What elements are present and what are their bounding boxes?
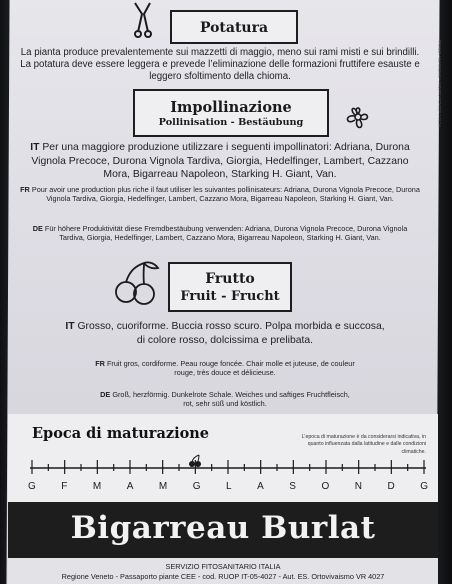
frutto-it (60, 320, 390, 347)
month-labels (28, 481, 428, 495)
month-label: A (126, 481, 134, 492)
month-label: D (387, 481, 395, 492)
impollinazione-title: Impollinazione (170, 99, 292, 116)
impollinazione-de-text: Für höhere Produktivität diese Fremdbestäubung verwenden: Adriana, Durona Vignola Precoce, Durona Vignola Tardiva, Giorgia, Hedelfinger, Lambert, Cazzano Mora, Bigarreau Napoleon, Starking H. Giant, Van. (44, 224, 408, 243)
month-label: L (226, 481, 232, 492)
impollinazione-it-text: Per una maggiore produzione utilizzare i seguenti impollinatori: Adriana, Durona Vignola Precoce, Durona Vignola Tardiva, Giorgia, Hedelfinger, Lambert, Cazzano Mora, Bigarreau Napoleon, Starking H. Giant, Van. (31, 142, 410, 180)
month-label: G (420, 481, 428, 492)
month-label: G (28, 481, 36, 492)
month-label: S (289, 481, 296, 492)
variety-name: Bigarreau Burlat (70, 510, 376, 546)
month-label: O (321, 481, 330, 492)
footer-passport: Regione Veneto - Passaporto piante CEE - cod. RUOP IT-05-4027 - Aut. ES. Ortovivaismo VR 4027 (61, 572, 385, 581)
frutto-subtitle: Fruit - Frucht (180, 289, 280, 304)
frutto-it-text: Grosso, cuoriforme. Buccia rosso scuro. Polpa morbida e succosa, di colore rosso, dolcissima e prelibata. (77, 321, 385, 346)
month-label: M (92, 481, 102, 492)
frutto-title: Frutto (205, 271, 255, 287)
month-label: F (61, 481, 68, 492)
impollinazione-fr-text: Pour avoir une production plus riche il faut utiliser les suivantes pollinisateurs: Adriana, Durona Vignola Precoce, Durona Vignola Tardiva, Giorgia, Hedelfinger, Lambert, Cazzano Mora, Bigarreau Napoleon, Starking H. Giant, Van. (31, 185, 420, 204)
cherries-icon (112, 258, 162, 308)
lang-code-fr: FR (95, 359, 105, 368)
impollinazione-fr (20, 185, 420, 204)
lang-code-fr: FR (20, 185, 30, 194)
lang-code-de: DE (32, 224, 43, 233)
lang-code-it: IT (65, 321, 75, 332)
epoca-note: L’epoca di maturazione è da considerarsi indicativa, in quanto influenzata dalla latitudine e dalle condizioni climatiche. (301, 434, 426, 455)
month-label: N (354, 481, 362, 492)
frutto-de-text: Groß, herzförmig. Dunkelrote Schale. Weiches und saftiges Fruchtfleisch, rot, sehr süß und köstlich. (112, 390, 350, 409)
potatura-title-box (170, 10, 298, 44)
impollinazione-it (20, 141, 420, 182)
epoca-title: Epoca di maturazione (32, 425, 210, 442)
impollinazione-de (20, 224, 420, 243)
ripening-period-panel (8, 414, 438, 502)
lang-code-de: DE (100, 390, 111, 399)
month-label: A (257, 481, 264, 492)
lang-code-it: IT (30, 142, 40, 153)
frutto-fr-text: Fruit gros, cordiforme. Peau rouge foncée. Chair molle et juteuse, de couleur rouge, très douce et délicieuse. (106, 359, 355, 378)
phytosanitary-footer (8, 558, 438, 584)
potatura-title: Potatura (199, 20, 269, 36)
frutto-title-box (168, 262, 292, 312)
photo-credit-text: FOTO E AGENZIA GIARDINI • ORIZZONTE • VERONA (438, 40, 442, 127)
frutto-fr (90, 359, 360, 378)
ripening-timeline (28, 454, 428, 480)
impollinazione-subtitle: Pollinisation - Bestäubung (158, 117, 304, 128)
potatura-text: La pianta produce prevalentemente sui mazzetti di maggio, meno sui rami misti e sui brindilli. La potatura deve essere leggera e prevede l’eliminazione delle formazioni fruttifere esauste e leggero sfoltimento della chioma. (20, 47, 420, 83)
frutto-de (100, 390, 350, 409)
month-label: M (158, 481, 168, 492)
footer-service: SERVIZIO FITOSANITARIO ITALIA (165, 562, 281, 571)
pruning-shears-icon (126, 0, 162, 40)
month-label: G (192, 481, 201, 492)
flower-icon (340, 100, 376, 134)
impollinazione-title-box (133, 89, 329, 137)
